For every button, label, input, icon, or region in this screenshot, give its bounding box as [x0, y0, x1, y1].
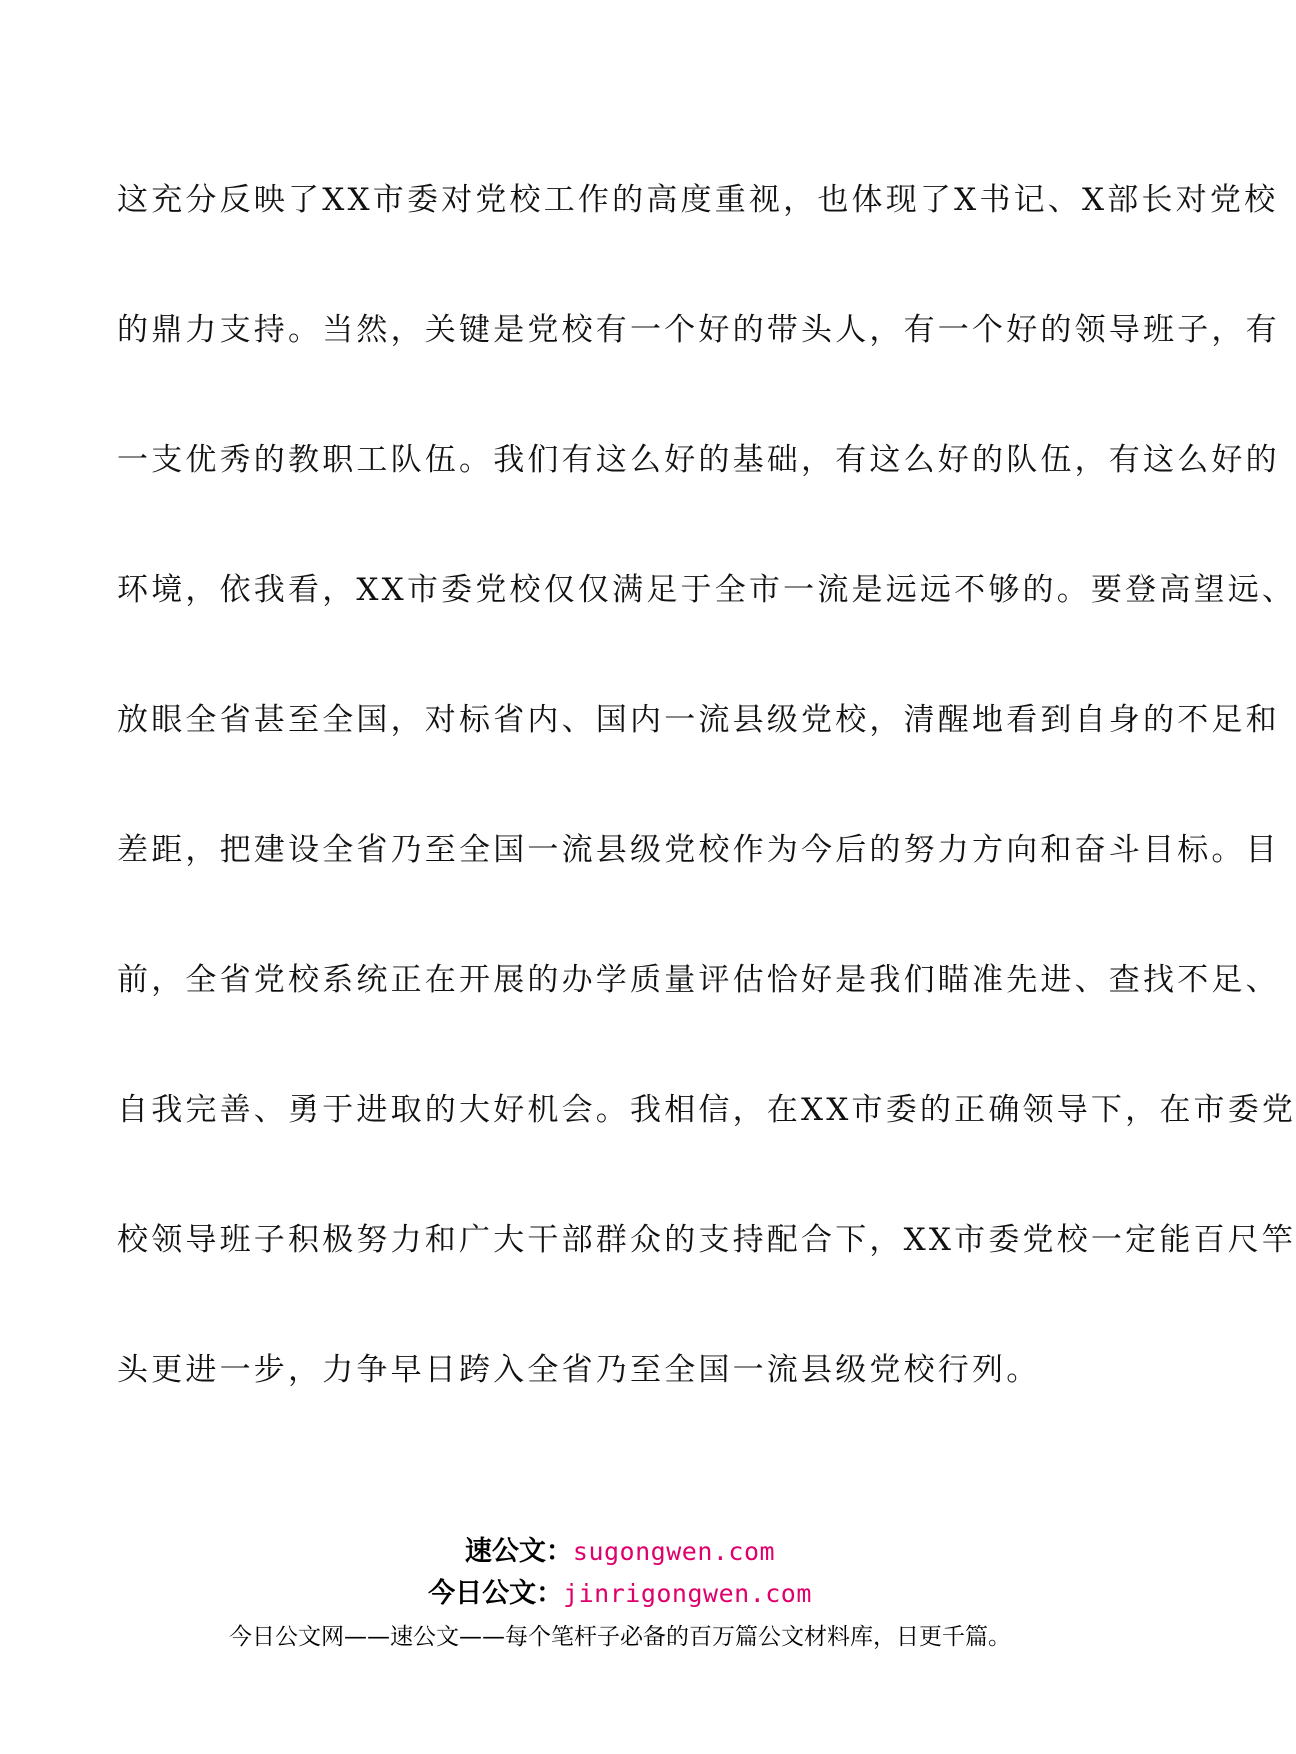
body-line-8: 自我完善、勇于进取的大好机会。我相信，在XX市委的正确领导下，在市委党	[117, 1092, 1296, 1128]
footer-watermark	[0, 1530, 1240, 1656]
site-1-label: 速公文：	[464, 1536, 573, 1567]
body-line-3: 一支优秀的教职工队伍。我们有这么好的基础，有这么好的队伍，有这么好的	[117, 442, 1280, 478]
body-line-9: 校领导班子积极努力和广大干部群众的支持配合下，XX市委党校一定能百尺竿	[117, 1222, 1296, 1258]
body-line-2: 的鼎力支持。当然，关键是党校有一个好的带头人，有一个好的领导班子，有	[117, 312, 1280, 348]
body-line-10: 头更进一步，力争早日跨入全省乃至全国一流县级党校行列。	[117, 1352, 1041, 1388]
body-line-7: 前，全省党校系统正在开展的办学质量评估恰好是我们瞄准先进、查找不足、	[117, 962, 1280, 998]
footer-site-1	[0, 1530, 1240, 1574]
site-1-link[interactable]: sugongwen.com	[572, 1537, 776, 1566]
document-body	[117, 170, 1296, 1470]
footer-site-2	[0, 1574, 1240, 1614]
body-line-4: 环境，依我看，XX市委党校仅仅满足于全市一流是远远不够的。要登高望远、	[117, 572, 1296, 608]
site-2-link[interactable]: jinrigongwen.com	[563, 1579, 812, 1608]
body-line-6: 差距，把建设全省乃至全国一流县级党校作为今后的努力方向和奋斗目标。目	[117, 832, 1280, 868]
site-2-label: 今日公文：	[428, 1578, 564, 1609]
body-line-1: 这充分反映了XX市委对党校工作的高度重视，也体现了X书记、X部长对党校	[117, 182, 1279, 218]
footer-tagline: 今日公文网——速公文——每个笔杆子必备的百万篇公文材料库，日更千篇。	[229, 1624, 1011, 1650]
body-line-5: 放眼全省甚至全国，对标省内、国内一流县级党校，清醒地看到自身的不足和	[117, 702, 1280, 738]
